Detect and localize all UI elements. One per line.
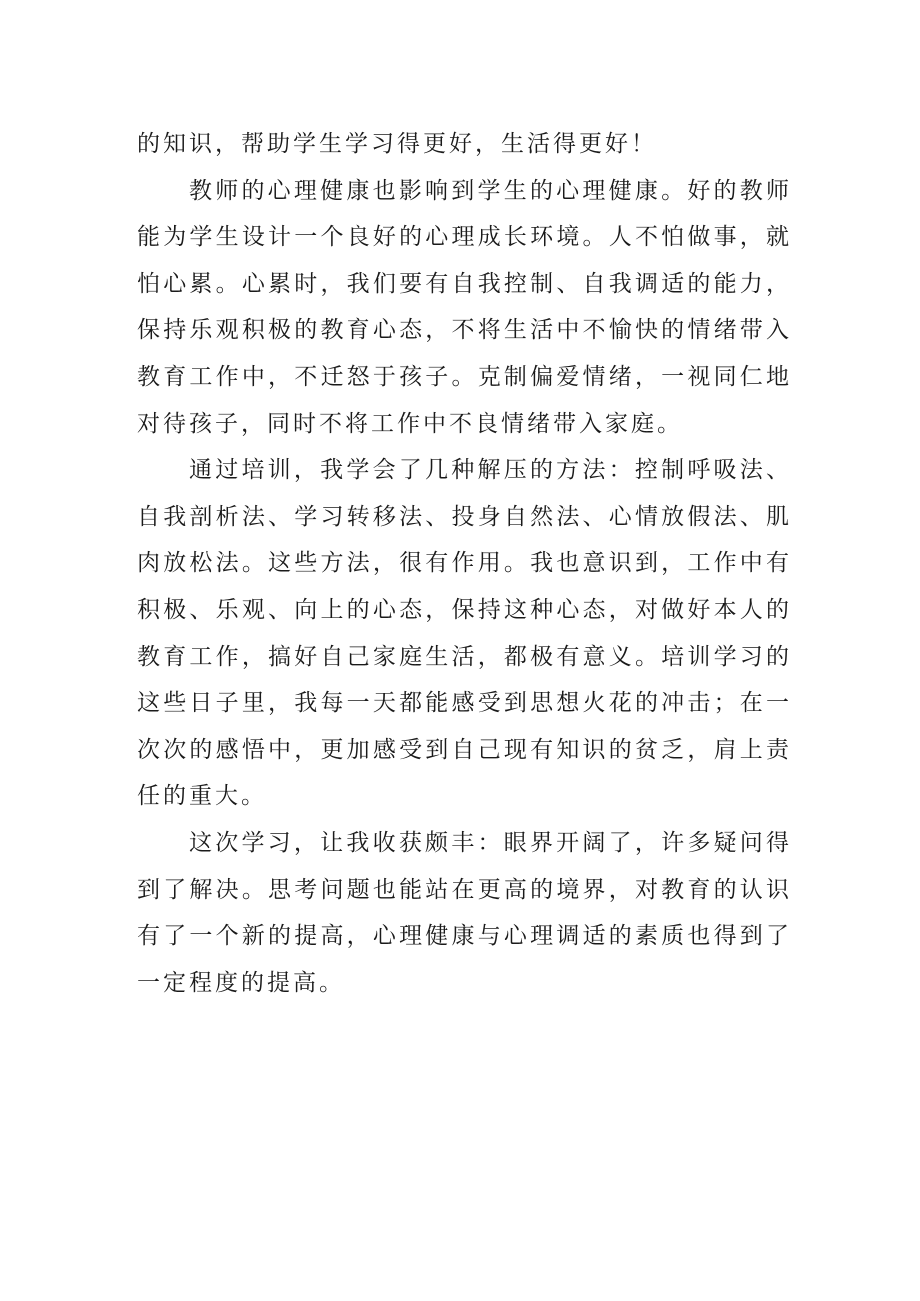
paragraph-continuation: 的知识，帮助学生学习得更好，生活得更好！ bbox=[137, 131, 657, 157]
paragraph-stress-relief-methods: 通过培训，我学会了几种解压的方法：控制呼吸法、自我剖析法、学习转移法、投身自然法、心情放假法、肌肉放松法。这些方法，很有作用。我也意识到，工作中有积极、乐观、向上的心态，保持这种心态，对做好本人的教育工作，搞好自己家庭生活，都极有意义。培训学习的这些日子里，我每一天都能感受到思想火花的冲击；在一次次的感悟中，更加感受到自己现有知识的贫乏，肩上责任的重大。 bbox=[137, 457, 792, 810]
paragraph-teacher-mental-health: 教师的心理健康也影响到学生的心理健康。好的教师能为学生设计一个良好的心理成长环境。人不怕做事，就怕心累。心累时，我们要有自我控制、自我调适的能力，保持乐观积极的教育心态，不将生活中不愉快的情绪带入教育工作中，不迁怒于孩子。克制偏爱情绪，一视同仁地对待孩子，同时不将工作中不良情绪带入家庭。 bbox=[137, 177, 792, 437]
document-body bbox=[137, 121, 792, 1006]
paragraph-learning-gains: 这次学习，让我收获颇丰：眼界开阔了，许多疑问得到了解决。思考问题也能站在更高的境界，对教育的认识有了一个新的提高，心理健康与心理调适的素质也得到了一定程度的提高。 bbox=[137, 829, 792, 996]
